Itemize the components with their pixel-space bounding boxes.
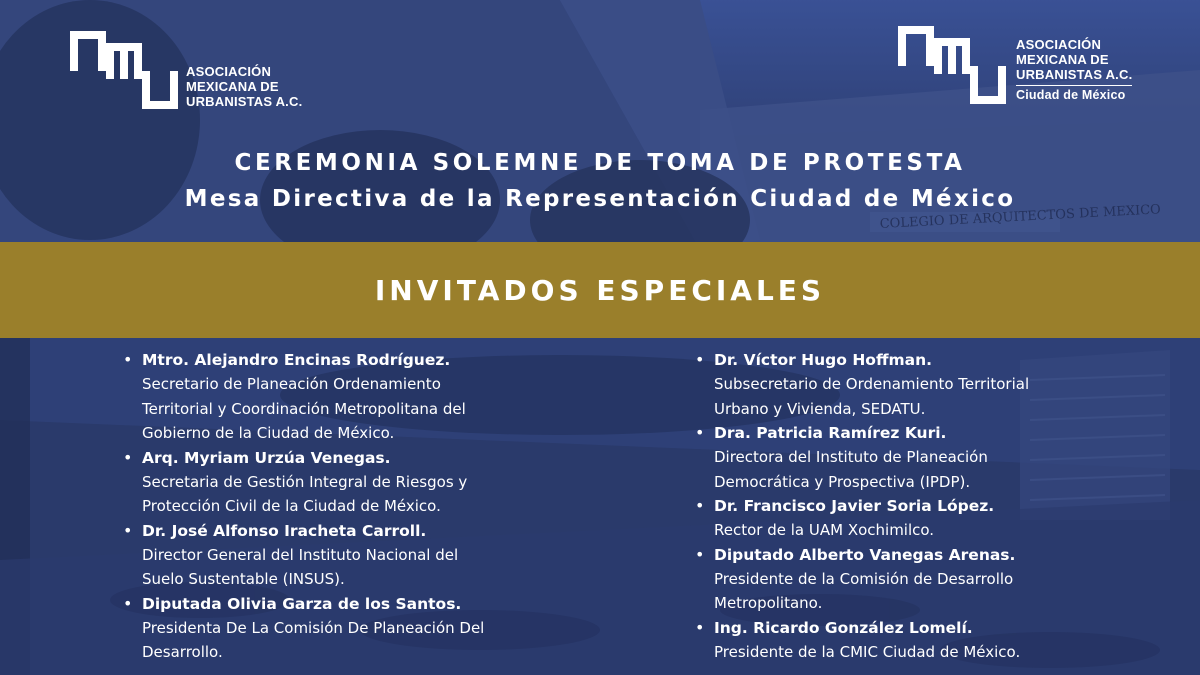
building-sign-text: COLEGIO DE ARQUITECTOS DE MEXICO xyxy=(879,202,1162,232)
list-item xyxy=(692,421,1112,494)
amu-logo-right xyxy=(898,26,1132,104)
guest-name: • Mtro. Alejandro Encinas Rodríguez. xyxy=(142,351,451,369)
guest-role: Secretario de Planeación Ordenamiento xyxy=(142,375,441,393)
logo-left-line2: MEXICANA DE xyxy=(186,79,279,94)
guest-role: Subsecretario de Ordenamiento Territorial xyxy=(714,375,1030,393)
guest-name: • Dr. Francisco Javier Soria López. xyxy=(714,497,995,515)
amu-logo-mark-icon xyxy=(898,26,1006,104)
guest-role: Gobierno de la Ciudad de México. xyxy=(142,424,395,442)
amu-logo-mark-icon xyxy=(70,31,178,109)
amu-logo-left xyxy=(70,30,302,109)
guest-name: • Dr. Víctor Hugo Hoffman. xyxy=(714,351,933,369)
logo-right-line1: ASOCIACIÓN xyxy=(1016,37,1102,52)
special-guests-heading: INVITADOS ESPECIALES xyxy=(374,273,826,307)
guest-name: • Diputado Alberto Vanegas Arenas. xyxy=(714,545,1016,564)
list-item xyxy=(120,519,540,592)
list-item xyxy=(692,348,1112,421)
guest-role: Suelo Sustentable (INSUS). xyxy=(142,570,345,588)
guest-name: • Arq. Myriam Urzúa Venegas. xyxy=(142,448,391,467)
guest-role: Director General del Instituto Nacional del xyxy=(142,545,459,564)
guest-role: Presidenta De La Comisión De Planeación Del xyxy=(142,618,485,637)
guest-name: • Diputada Olivia Garza de los Santos. xyxy=(142,594,462,613)
list-item xyxy=(120,592,540,665)
logo-right-line2: MEXICANA DE xyxy=(1016,52,1109,67)
list-item xyxy=(692,494,1112,543)
list-item xyxy=(692,616,1112,665)
guest-name: • Ing. Ricardo González Lomelí. xyxy=(714,618,973,637)
guest-role: Territorial y Coordinación Metropolitana del xyxy=(142,399,466,418)
ceremony-subtitle: Mesa Directiva de la Representación Ciudad de México xyxy=(184,186,1016,212)
guest-role: Presidente de la CMIC Ciudad de México. xyxy=(714,642,1021,661)
guest-role: Democrática y Prospectiva (IPDP). xyxy=(714,472,971,491)
guest-role: Protección Civil de la Ciudad de México. xyxy=(142,497,441,515)
logo-right-line3: URBANISTAS A.C. xyxy=(1016,67,1133,82)
guest-role: Desarrollo. xyxy=(142,643,223,661)
guest-role: Secretaria de Gestión Integral de Riesgos y xyxy=(142,472,468,491)
guest-role: Metropolitano. xyxy=(714,594,823,612)
logo-left-line3: URBANISTAS A.C. xyxy=(186,94,303,109)
ceremony-title: CEREMONIA SOLEMNE DE TOMA DE PROTESTA xyxy=(234,150,966,176)
guest-role: Urbano y Vivienda, SEDATU. xyxy=(714,399,926,418)
list-item xyxy=(120,348,540,446)
guest-role: Directora del Instituto de Planeación xyxy=(714,448,988,466)
guest-role: Presidente de la Comisión de Desarrollo xyxy=(714,569,1014,588)
guest-role: Rector de la UAM Xochimilco. xyxy=(714,521,935,539)
guest-list-left xyxy=(120,348,540,665)
guest-name: • Dr. José Alfonso Iracheta Carroll. xyxy=(142,521,427,540)
logo-right-city: Ciudad de México xyxy=(1016,85,1132,103)
list-item xyxy=(692,543,1112,616)
logo-left-line1: ASOCIACIÓN xyxy=(186,64,272,79)
special-guests-band xyxy=(0,242,1200,338)
guest-name: • Dra. Patricia Ramírez Kuri. xyxy=(714,424,947,442)
list-item xyxy=(120,446,540,519)
guest-list-right xyxy=(692,348,1112,664)
